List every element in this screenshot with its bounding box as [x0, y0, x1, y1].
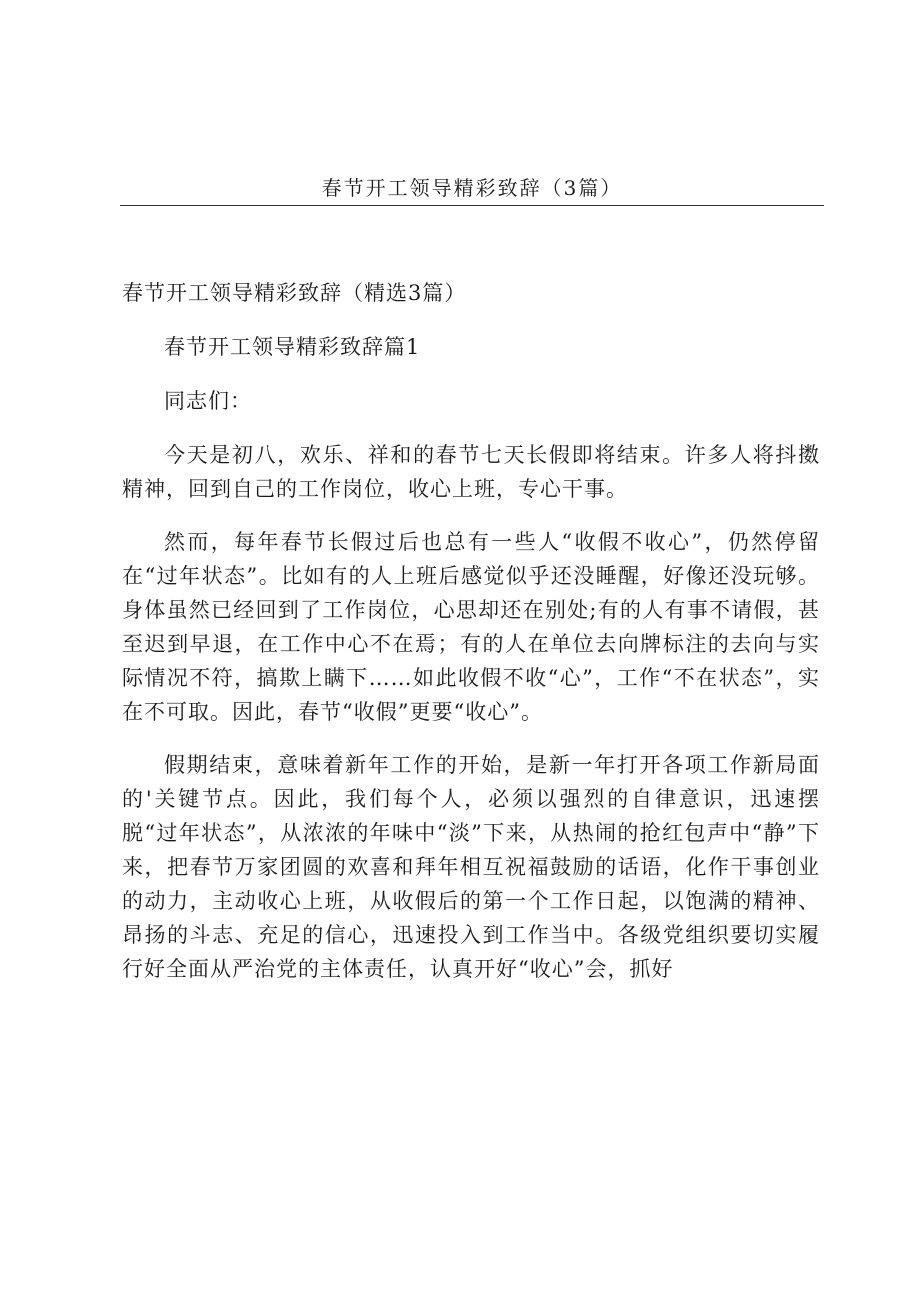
document-body [122, 276, 820, 1005]
section-title: 春节开工领导精彩致辞篇1 [164, 335, 421, 359]
paragraph-2: 然而，每年春节长假过后也总有一些人“收假不收心”，仍然停留在“过年状态”。比如有的人上班后感觉似乎还没睡醒，好像还没玩够。身体虽然已经回到了工作岗位，心思却还在别处;有的人有事不请假，甚至迟到早退，在工作中心不在焉；有的人在单位去向牌标注的去向与实际情况不符，搞欺上瞒下……如此收假不收“心”，工作“不在状态”，实在不可取。因此，春节“收假”更要“收心”。 [122, 530, 820, 724]
salutation: 同志们： [164, 389, 252, 413]
header-title: 春节开工领导精彩致辞（3篇） [321, 176, 623, 200]
paragraph-3: 假期结束，意味着新年工作的开始，是新一年打开各项工作新局面的'关键节点。因此，我们每个人，必须以强烈的自律意识，迅速摆脱“过年状态”，从浓浓的年味中“淡”下来，从热闹的抢红包声中“静”下来，把春节万家团圆的欢喜和拜年相互祝福鼓励的话语，化作干事创业的动力，主动收心上班，从收假后的第一个工作日起，以饱满的精神、昂扬的斗志、充足的信心，迅速投入到工作当中。各级党组织要切实履行好全面从严治党的主体责任，认真开好“收心”会，抓好 [122, 753, 820, 981]
header-divider [120, 205, 824, 206]
paragraph-1: 今天是初八，欢乐、祥和的春节七天长假即将结束。许多人将抖擞精神，回到自己的工作岗位，收心上班，专心干事。 [122, 443, 820, 501]
document-title: 春节开工领导精彩致辞（精选3篇） [122, 281, 467, 305]
